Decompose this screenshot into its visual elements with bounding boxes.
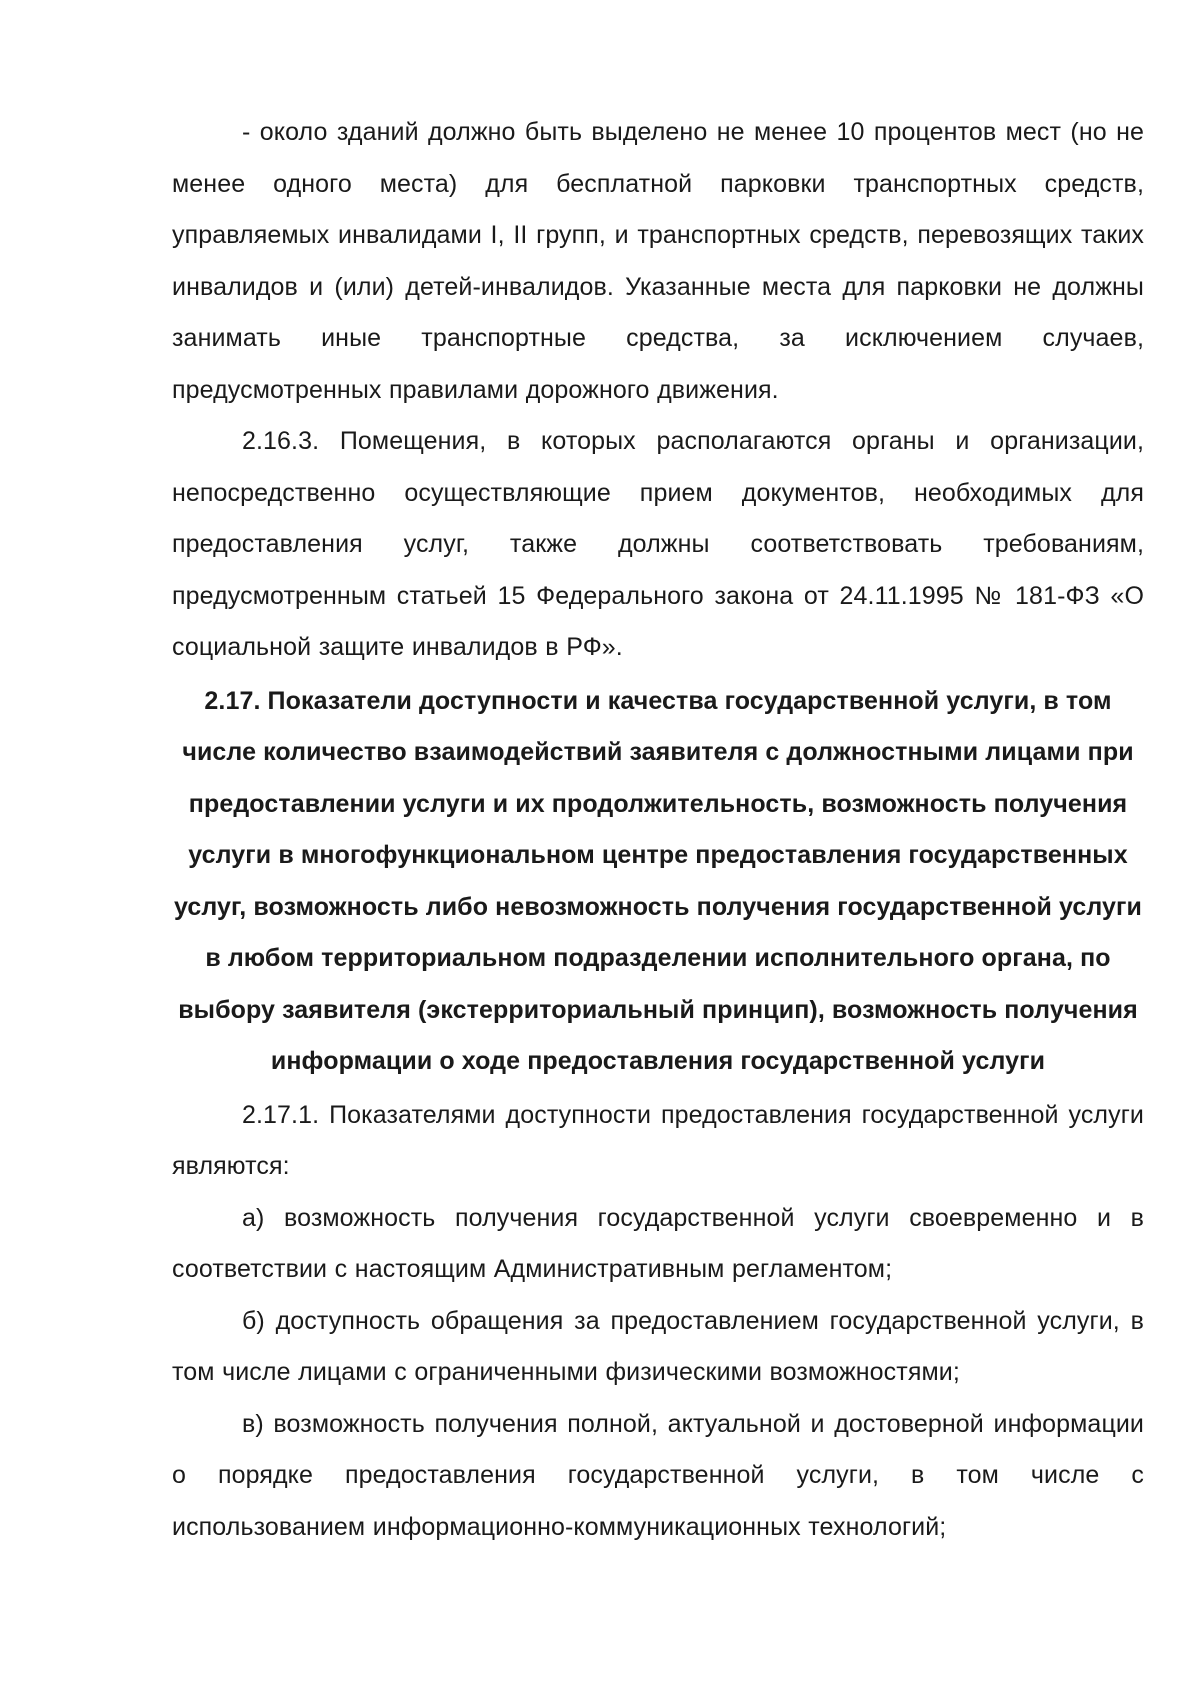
document-body xyxy=(172,107,1144,1553)
paragraph-parking-requirements: - около зданий должно быть выделено не менее 10 процентов мест (но не менее одного места) для бесплатной парковки транспортных средств, управляемых инвалидами I, II групп, и транспортных средств, перевозящих таких инвалидов и (или) детей-инвалидов. Указанные места для парковки не должны занимать иные транспортные средства, за исключением случаев, предусмотренных правилами дорожного движения. xyxy=(172,118,1144,404)
list-item-v: в) возможность получения полной, актуальной и достоверной информации о порядке предоставления государственной услуги, в том числе с использованием информационно-коммуникационных технологий; xyxy=(172,1409,1144,1541)
paragraph-2-17-1: 2.17.1. Показателями доступности предоставления государственной услуги являются: xyxy=(172,1100,1144,1180)
list-item-a: а) возможность получения государственной услуги своевременно и в соответствии с настоящим Административным регламентом; xyxy=(172,1203,1144,1283)
paragraph-2-16-3: 2.16.3. Помещения, в которых располагаются органы и организации, непосредственно осуществляющие прием документов, необходимых для предоставления услуг, также должны соответствовать требованиям, предусмотренным статьей 15 Федерального закона от 24.11.1995 № 181-ФЗ «О социальной защите инвалидов в РФ». xyxy=(172,427,1144,661)
section-heading-2-17: 2.17. Показатели доступности и качества государственной услуги, в том числе количество взаимодействий заявителя с должностными лицами при предоставлении услуги и их продолжительность, возможность получения услуги в многофункциональном центре предоставления государственных услуг, возможность либо невозможность получения государственной услуги в любом территориальном подразделении исполнительного органа, по выбору заявителя (экстерриториальный принцип), возможность получения информации о ходе предоставления государственной услуги xyxy=(173,686,1143,1075)
list-item-b: б) доступность обращения за предоставлением государственной услуги, в том числе лицами с ограниченными физическими возможностями; xyxy=(172,1306,1144,1386)
